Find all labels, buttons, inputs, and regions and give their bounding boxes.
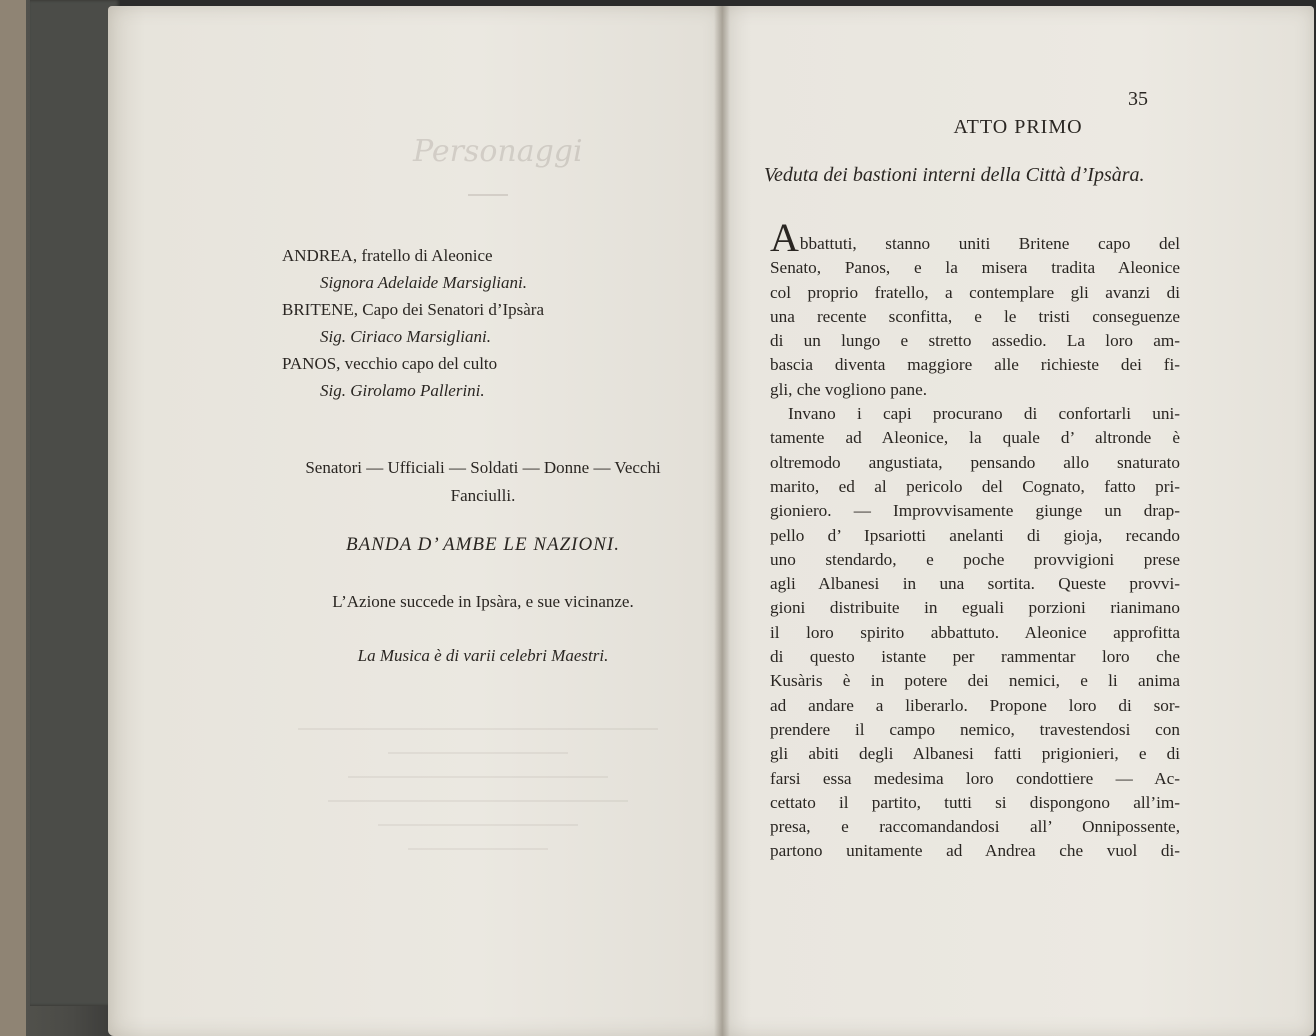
text-line: pello d’ Ipsariotti anelanti di gioja, recando: [770, 525, 1180, 545]
text-line: di un lungo e stretto assedio. La loro am-: [770, 331, 1180, 351]
page-number: 35: [1128, 88, 1148, 110]
text-line: Kusàris è in potere dei nemici, e li anima: [770, 671, 1180, 691]
cast-role: PANOS, vecchio capo del culto: [282, 354, 498, 373]
text-line: una recente sconfitta, e le tristi conseguenze: [770, 306, 1180, 326]
text-line: il loro spirito abbattuto. Aleonice approfitta: [770, 622, 1180, 642]
music-note: La Musica è di varii celebri Maestri.: [357, 646, 609, 665]
text-line: col proprio fratello, a contemplare gli avanzi di: [770, 282, 1180, 302]
text-line: gioni distribuite in eguali porzioni rianimano: [770, 598, 1180, 618]
open-book: [108, 6, 1314, 1036]
cast-actor: Signora Adelaide Marsigliani.: [320, 273, 527, 292]
scan-card-edge: [0, 0, 26, 1036]
text-line: presa, e raccomandandosi all’ Onnipossente,: [770, 817, 1180, 837]
text-line: gioniero. — Improvvisamente giunge un drap-: [770, 501, 1180, 521]
text-line-content: bbattuti, stanno uniti Britene capo del: [799, 234, 1180, 253]
cast-actor: Sig. Girolamo Pallerini.: [320, 381, 485, 400]
bleed-through-lines: [268, 706, 688, 876]
cast-entry-panos: [282, 350, 702, 404]
text-line: gli, che vogliono pane.: [770, 379, 928, 399]
text-line: bascia diventa maggiore alle richieste dei fi-: [770, 355, 1180, 375]
text-line: farsi essa medesima loro condottiere — Ac-: [770, 768, 1180, 788]
text-line: prendere il campo nemico, travestendosi con: [770, 719, 1180, 739]
cast-list: [282, 242, 702, 404]
setting-note: L’Azione succede in Ipsàra, e sue vicinanze.: [332, 592, 634, 611]
cast-entry-britene: [282, 296, 702, 350]
cast-role: ANDREA, fratello di Aleonice: [282, 246, 493, 265]
chorus-list: [278, 454, 688, 510]
text-line: marito, ed al pericolo del Cognato, fatto pri-: [770, 476, 1180, 496]
scene-description: [770, 215, 1180, 864]
text-line: gli abiti degli Albanesi fatti prigionieri, e di: [770, 744, 1180, 764]
scan-board: [30, 0, 120, 1006]
text-line: Invano i capi procurano di confortarli uni-: [788, 404, 1180, 424]
act-title: ATTO PRIMO: [953, 116, 1083, 138]
text-line: di questo istante per rammentar loro che: [770, 647, 1180, 667]
cast-actor: Sig. Ciriaco Marsigliani.: [320, 327, 491, 346]
chorus-line-2: Fanciulli.: [450, 486, 516, 505]
scene-title: Veduta dei bastioni interni della Città d’Ipsàra.: [764, 164, 1145, 186]
chorus-line-1: Senatori — Ufficiali — Soldati — Donne — Vecchi: [305, 458, 661, 477]
band-heading: BANDA D’ AMBE LE NAZIONI.: [346, 534, 620, 555]
text-line: Senato, Panos, e la misera tradita Aleonice: [770, 258, 1180, 278]
bleed-through-rule: [468, 194, 508, 196]
text-line: partono unitamente ad Andrea che vuol di-: [770, 841, 1180, 861]
text-line: tamente ad Aleonice, la quale d’ altronde è: [770, 428, 1180, 448]
text-line: cettato il partito, tutti si dispongono all’im-: [770, 792, 1180, 812]
text-line: [770, 215, 1180, 260]
bleed-through-title: Personaggi: [413, 134, 583, 169]
cast-entry-andrea: [282, 242, 702, 296]
book-gutter: [714, 6, 730, 1036]
text-line: uno stendardo, e poche provvigioni prese: [770, 549, 1180, 569]
text-line: agli Albanesi in una sortita. Queste provvi-: [770, 574, 1180, 594]
drop-cap: A: [770, 215, 799, 260]
text-line: ad andare a liberarlo. Propone loro di sor-: [770, 695, 1180, 715]
text-line: oltremodo angustiata, pensando allo snaturato: [770, 452, 1180, 472]
cast-role: BRITENE, Capo dei Senatori d’Ipsàra: [282, 300, 545, 319]
